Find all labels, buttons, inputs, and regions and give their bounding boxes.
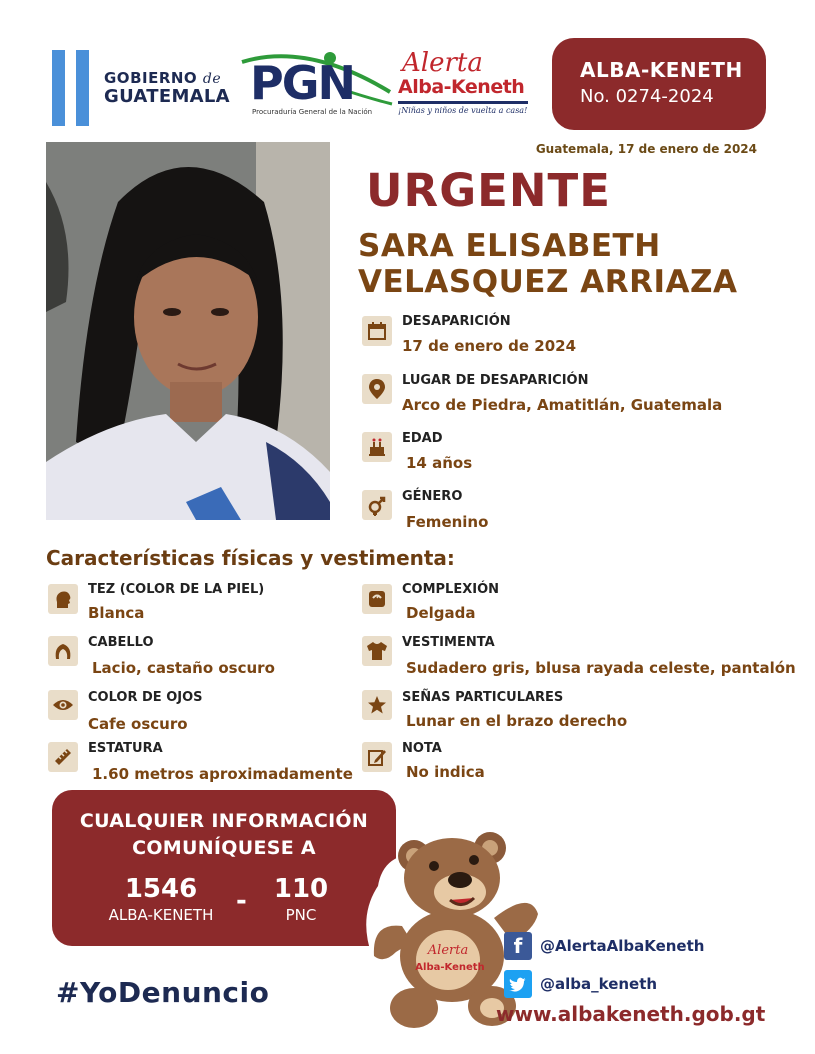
detail-disappearance-date bbox=[362, 316, 392, 346]
twitter-link[interactable]: @alba_keneth bbox=[504, 970, 657, 998]
physical-characteristics-heading: Características físicas y vestimenta: bbox=[46, 546, 455, 570]
gobierno-logo-text: GOBIERNO de GUATEMALA bbox=[104, 69, 230, 107]
hashtag: #YoDenuncio bbox=[56, 976, 270, 1009]
calendar-icon bbox=[362, 316, 392, 346]
physical-value: Blanca bbox=[88, 604, 145, 622]
detail-age bbox=[362, 432, 392, 462]
physical-value: 1.60 metros aproximadamente bbox=[92, 765, 353, 783]
physical-value: Lacio, castaño oscuro bbox=[92, 659, 275, 677]
physical-value: Delgada bbox=[406, 604, 476, 622]
ruler-icon bbox=[48, 742, 78, 772]
detail-value: Femenino bbox=[406, 513, 489, 531]
detail-value: 17 de enero de 2024 bbox=[402, 337, 577, 355]
gender-icon bbox=[362, 490, 392, 520]
detail-location bbox=[362, 374, 392, 404]
phone-separator: - bbox=[236, 886, 247, 916]
physical-label: NOTA bbox=[402, 741, 442, 756]
contact-heading: CUALQUIER INFORMACIÓN COMUNÍQUESE A bbox=[79, 810, 369, 859]
eye-icon bbox=[48, 690, 78, 720]
physical-value: No indica bbox=[406, 763, 485, 781]
missing-person-name: SARA ELISABETH VELASQUEZ ARRIAZA bbox=[358, 228, 738, 300]
detail-gender bbox=[362, 490, 392, 520]
shirt-icon bbox=[362, 636, 392, 666]
physical-value: Cafe oscuro bbox=[88, 715, 188, 733]
detail-value: Arco de Piedra, Amatitlán, Guatemala bbox=[402, 396, 723, 414]
hair-icon bbox=[48, 636, 78, 666]
scale-icon bbox=[362, 584, 392, 614]
bear-badge-name: Alba-Keneth bbox=[415, 962, 485, 973]
twitter-bird-icon bbox=[504, 970, 532, 998]
physical-label: SEÑAS PARTICULARES bbox=[402, 690, 564, 705]
physical-label: COLOR DE OJOS bbox=[88, 690, 203, 705]
physical-label: VESTIMENTA bbox=[402, 635, 495, 650]
facebook-link[interactable]: f @AlertaAlbaKeneth bbox=[504, 932, 704, 960]
phone-pnc[interactable]: 110 bbox=[273, 874, 329, 904]
urgency-heading: URGENTE bbox=[366, 164, 611, 217]
website-link[interactable]: www.albakeneth.gob.gt bbox=[496, 1002, 766, 1026]
detail-label: EDAD bbox=[402, 431, 443, 446]
case-number-badge: ALBA-KENETH No. 0274-2024 bbox=[552, 38, 766, 130]
gobierno-logo-bars bbox=[52, 50, 96, 126]
physical-label: COMPLEXIÓN bbox=[402, 582, 500, 597]
phone-pnc-label: PNC bbox=[285, 906, 317, 924]
missing-person-photo bbox=[46, 142, 330, 520]
contact-info-box bbox=[52, 790, 396, 946]
location-pin-icon bbox=[362, 374, 392, 404]
detail-label: LUGAR DE DESAPARICIÓN bbox=[402, 373, 589, 388]
alerta-alba-keneth-logo: Alerta Alba-Keneth ¡Niñas y niños de vuelta a casa! bbox=[398, 48, 528, 115]
physical-label: CABELLO bbox=[88, 635, 154, 650]
issue-date: Guatemala, 17 de enero de 2024 bbox=[535, 142, 757, 156]
head-icon bbox=[48, 584, 78, 614]
birthday-cake-icon bbox=[362, 432, 392, 462]
physical-value: Lunar en el brazo derecho bbox=[406, 712, 628, 730]
physical-label: ESTATURA bbox=[88, 741, 163, 756]
bear-badge-title: Alerta bbox=[427, 943, 469, 958]
facebook-icon: f bbox=[504, 932, 532, 960]
phone-alba-keneth[interactable]: 1546 bbox=[124, 874, 198, 904]
physical-label: TEZ (COLOR DE LA PIEL) bbox=[88, 582, 265, 597]
detail-value: 14 años bbox=[406, 454, 473, 472]
physical-value: Sudadero gris, blusa rayada celeste, pantalón bbox=[406, 659, 796, 677]
detail-label: GÉNERO bbox=[402, 489, 463, 504]
note-icon bbox=[362, 742, 392, 772]
star-icon bbox=[362, 690, 392, 720]
detail-label: DESAPARICIÓN bbox=[402, 314, 511, 329]
phone-alba-keneth-label: ALBA-KENETH bbox=[108, 906, 214, 924]
pgn-logo: PGN Procuraduría General de la Nación bbox=[238, 48, 394, 118]
